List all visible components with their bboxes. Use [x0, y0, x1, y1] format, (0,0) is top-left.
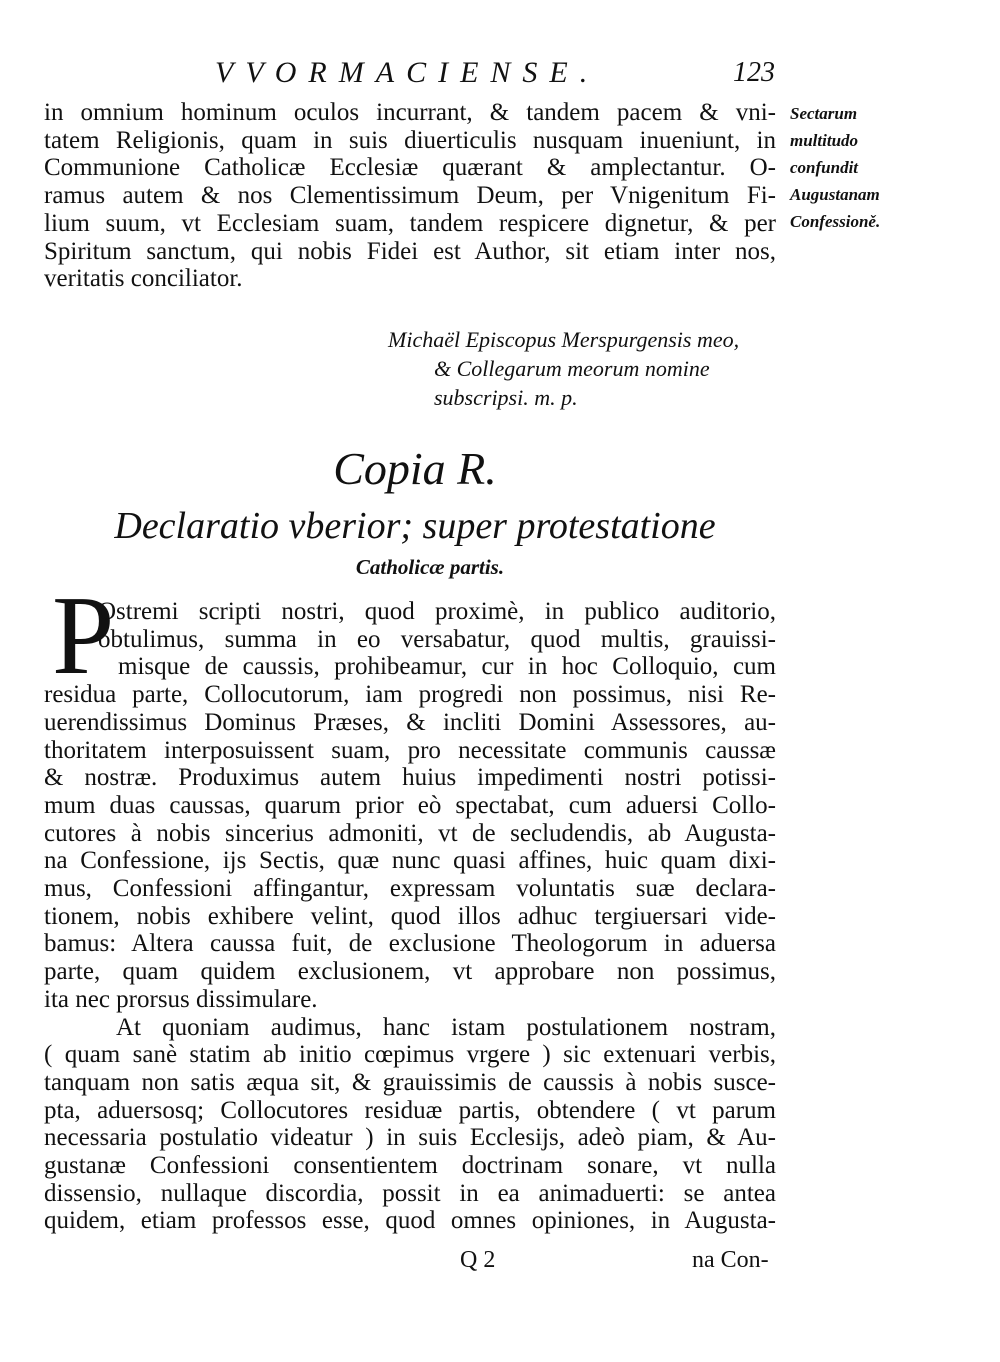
text-line: thoritatem interposuissent suam, pro necessitate communis caussæ — [44, 736, 776, 764]
text-line: tatem Religionis, quam in suis diuerticulis nusquam inueniunt, in — [44, 126, 776, 154]
text-line: mum duas caussas, quarum prior eò spectabat, cum aduersi Collo- — [44, 791, 776, 819]
intro-paragraph — [44, 99, 776, 293]
text-line: quidem, etiam professos esse, quod omnes opiniones, in Augusta- — [44, 1207, 776, 1235]
body-paragraphs — [44, 598, 776, 1235]
margin-note-line: confundit — [790, 158, 859, 177]
text-line: Communione Catholicæ Ecclesiæ quærant & amplectantur. O- — [44, 154, 776, 182]
signature-line: Michaël Episcopus Merspurgensis meo, — [388, 327, 740, 352]
text-line: residua parte, Collocutorum, iam progredi non possimus, nisi Re- — [44, 681, 776, 709]
text-line: Spiritum sanctum, qui nobis Fidei est Author, sit etiam inter nos, — [44, 237, 776, 265]
text-line: At quoniam audimus, hanc istam postulationem nostram, — [116, 1013, 776, 1041]
text-line: dissensio, nullaque discordia, possit in ea animaduerti: se antea — [44, 1179, 776, 1207]
text-line: & nostræ. Produximus autem huius impedimenti nostri potissi- — [44, 764, 776, 792]
page-number: 123 — [733, 57, 775, 88]
text-line: in omnium hominum oculos incurrant, & tandem pacem & vni- — [44, 99, 776, 126]
text-line: bamus: Altera caussa fuit, de exclusione Theologorum in aduersa — [44, 930, 776, 958]
text-line: pta, aduersosq; Collocutores residuæ partis, obtendere ( vt parum — [44, 1096, 776, 1124]
text-line: lium suum, vt Ecclesiam suam, tandem respicere dignetur, & per — [44, 209, 776, 237]
margin-note-line: Confessioně. — [790, 212, 881, 231]
text-line: uerendissimus Dominus Præses, & incliti Domini Assessores, au- — [44, 708, 776, 736]
marginal-note — [790, 100, 950, 235]
text-line: ita nec prorsus dissimulare. — [44, 985, 318, 1013]
drop-cap-initial: P — [52, 574, 115, 698]
signature-block — [388, 325, 778, 412]
text-line: na Confessione, ijs Sectis, quæ nunc quasi affines, huic quam dixi- — [44, 847, 776, 875]
text-line: ramus autem & nos Clementissimum Deum, per Vnigenitum Fi- — [44, 182, 776, 210]
text-line: tanquam non satis æqua sit, & grauissimis de caussis à nobis susce- — [44, 1068, 776, 1096]
text-line: misque de caussis, prohibeamur, cur in hoc Colloquio, cum — [118, 653, 776, 681]
running-title: VVORMACIENSE. — [215, 56, 600, 89]
section-heading-copia: Copia R. — [333, 443, 497, 494]
text-line: mus, Confessioni affingantur, expressam voluntatis suæ declara- — [44, 875, 776, 903]
text-line: gustanæ Confessioni consentientem doctrinam sonare, vt nulla — [44, 1152, 776, 1180]
text-line: obtulimus, summa in eo versabatur, quod multis, grauissi- — [98, 625, 776, 653]
section-title: Declaratio vberior; super protestatione — [114, 505, 716, 547]
section-subtitle: Catholicæ partis. — [355, 555, 505, 579]
signature-line: & Collegarum meorum nomine — [434, 356, 710, 381]
text-line: Ostremi scripti nostri, quod proximè, in publico auditorio, — [98, 598, 776, 625]
text-line: parte, quam quidem exclusionem, vt approbare non possimus, — [44, 958, 776, 986]
catchword: na Con- — [692, 1247, 769, 1273]
text-line: necessaria postulatio videatur ) in suis Ecclesijs, adeò piam, & Au- — [44, 1124, 776, 1152]
margin-note-line: multitudo — [790, 131, 859, 150]
margin-note-line: Sectarum — [790, 104, 858, 123]
text-line: ( quam sanè statim ab initio cœpimus vrgere ) sic extenuari verbis, — [44, 1041, 776, 1069]
margin-note-line: Augustanam — [790, 185, 880, 204]
signature-line: subscripsi. m. p. — [434, 385, 578, 410]
text-line: tionem, nobis exhibere velint, quod illos adhuc tergiuersari vide- — [44, 902, 776, 930]
text-line: veritatis conciliator. — [44, 265, 243, 293]
signature-mark: Q 2 — [460, 1247, 496, 1273]
text-line: cutores à nobis sincerius admoniti, vt de secludendis, ab Augusta- — [44, 819, 776, 847]
